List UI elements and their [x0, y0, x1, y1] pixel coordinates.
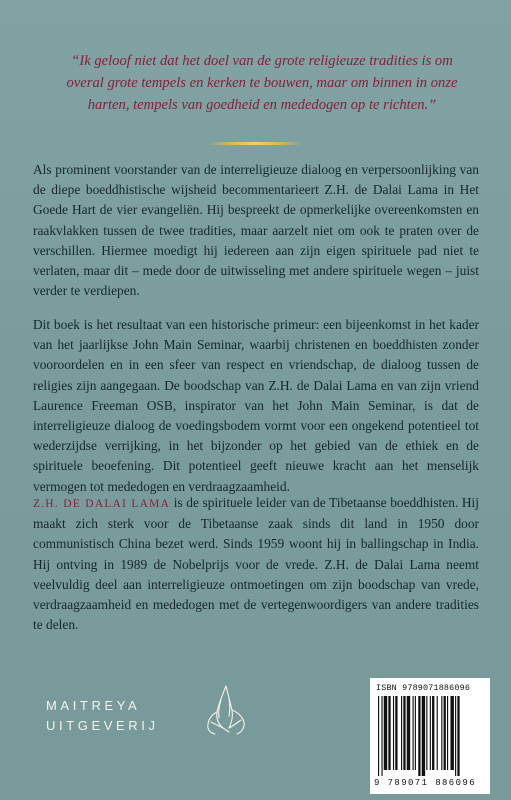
publisher-name-line2: UITGEVERIJ — [46, 718, 159, 733]
gold-divider — [208, 142, 302, 145]
cover-quote: “Ik geloof niet dat het doel van de grote religieuze tradities is om overal grote tempels en kerken te bouwen, maar om binnen in onze harten, tempels van goedheid en mededogen op te richten.” — [66, 53, 458, 113]
description-paragraph-2: Dit boek is het resultaat van een historische primeur: een bijeenkomst in het kader van het jaarlijkse John Main Seminar, waarbij christenen en boeddhisten zonder vooroordelen en in een sfeer van respect en vriendschap, de dialoog tussen de religies zijn aangegaan. De boodschap van Z.H. de Dalai Lama en van zijn vriend Laurence Freeman OSB, inspirator van het John Main Seminar, is dat de interreligieuze dialoog de voedingsbodem vormt voor een ongekend potentieel tot wederzijdse verrijking, in het bijzonder op het gebied van de ethiek en de spirituele beoefening. Dit potentieel geeft nieuwe kracht aan het menselijk vermogen tot mededogen en verdraagzaamheid. — [33, 317, 479, 494]
praying-hands-icon — [199, 682, 253, 738]
publisher-name-line1: MAITREYA — [46, 698, 141, 713]
isbn-barcode — [370, 678, 490, 794]
barcode-bars — [378, 696, 482, 776]
publisher-logo — [46, 694, 246, 754]
author-bio-text: is de spirituele leider van de Tibetaanse boeddhisten. Hij maakt zich sterk voor de Tibetaanse zaak sinds dit land in 1950 door communistisch China bezet werd. Sinds 1959 woont hij in ballingschap in India. Hij ontving in 1989 de Nobelprijs voor de vrede. Z.H. de Dalai Lama neemt veelvuldig deel aan interreligieuze ontmoetingen om zijn boodschap van vrede, verdraagzaamheid en mededogen met de vertegenwoordigers van andere tradities te delen. — [33, 495, 480, 633]
author-name: Z.H. DE DALAI LAMA — [33, 498, 171, 510]
author-bio-paragraph — [33, 493, 479, 635]
isbn-label: ISBN 9789071886096 — [376, 683, 471, 693]
barcode-digits: 9 789071 886096 — [374, 778, 477, 788]
description-paragraph-1: Als prominent voorstander van de interreligieuze dialoog en verpersoonlijking van de diepe boeddhistische wijsheid becommentarieert Z.H. de Dalai Lama in Het Goede Hart de vier evangeliën. Hij bespreekt de opmerkelijke overeenkomsten en raakvlakken tussen de twee tradities, maar aarzelt niet om ook te praten over de verschillen. Hiermee moedigt hij iedereen aan zijn eigen spirituele pad niet te verlaten, maar dit – mede door de uitwisseling met andere spirituele wegen – juist verder te verdiepen. — [33, 162, 479, 299]
